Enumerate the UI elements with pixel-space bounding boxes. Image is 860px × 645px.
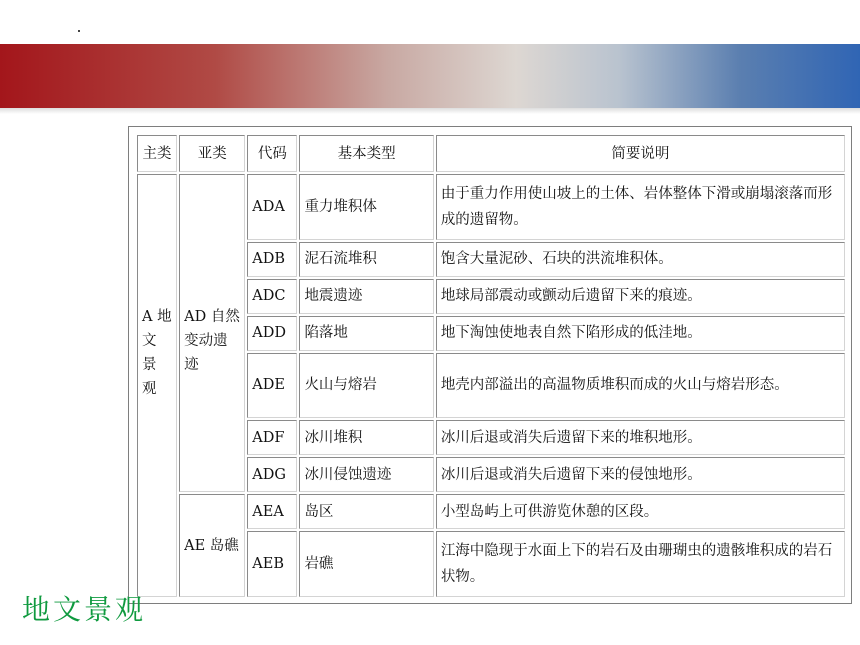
- banner-shadow: [0, 108, 860, 114]
- code-cell: ADA: [247, 174, 297, 240]
- desc-cell: 冰川后退或消失后遗留下来的侵蚀地形。: [436, 457, 845, 492]
- code-cell: ADG: [247, 457, 297, 492]
- type-cell: 冰川堆积: [299, 420, 433, 455]
- code-cell: AEB: [247, 531, 297, 597]
- code-cell: ADC: [247, 279, 297, 314]
- desc-cell: 地球局部震动或颤动后遗留下来的痕迹。: [436, 279, 845, 314]
- type-cell: 岛区: [299, 494, 433, 529]
- main-category-cell: A 地 文 景 观: [137, 174, 177, 597]
- header-code: 代码: [247, 135, 297, 172]
- desc-cell: 江海中隐现于水面上下的岩石及由珊瑚虫的遗骸堆积成的岩石状物。: [436, 531, 845, 597]
- header-main-category: 主类: [137, 135, 177, 172]
- type-cell: 火山与熔岩: [299, 353, 433, 419]
- classification-table-image: [128, 126, 852, 604]
- desc-cell: 由于重力作用使山坡上的土体、岩体整体下滑或崩塌滚落而形成的遗留物。: [436, 174, 845, 240]
- header-row: [137, 135, 845, 172]
- header-basic-type: 基本类型: [299, 135, 433, 172]
- code-cell: ADD: [247, 316, 297, 351]
- code-cell: ADB: [247, 242, 297, 277]
- desc-cell: 饱含大量泥砂、石块的洪流堆积体。: [436, 242, 845, 277]
- desc-cell: 地下淘蚀使地表自然下陷形成的低洼地。: [436, 316, 845, 351]
- decorative-dot: [78, 30, 80, 32]
- slide-caption: 地文景观: [22, 593, 147, 626]
- type-cell: 地震遗迹: [299, 279, 433, 314]
- type-cell: 泥石流堆积: [299, 242, 433, 277]
- code-cell: ADE: [247, 353, 297, 419]
- header-banner: [0, 44, 860, 108]
- header-description: 简要说明: [436, 135, 845, 172]
- classification-table: [135, 133, 847, 599]
- header-sub-category: 亚类: [179, 135, 245, 172]
- code-cell: ADF: [247, 420, 297, 455]
- type-cell: 陷落地: [299, 316, 433, 351]
- desc-cell: 小型岛屿上可供游览休憩的区段。: [436, 494, 845, 529]
- type-cell: 重力堆积体: [299, 174, 433, 240]
- sub-category-ae: AE 岛礁: [179, 494, 245, 597]
- table-row: [137, 174, 845, 240]
- desc-cell: 冰川后退或消失后遗留下来的堆积地形。: [436, 420, 845, 455]
- sub-category-ad: AD 自然变动遗迹: [179, 174, 245, 492]
- desc-cell: 地壳内部溢出的高温物质堆积而成的火山与熔岩形态。: [436, 353, 845, 419]
- code-cell: AEA: [247, 494, 297, 529]
- type-cell: 冰川侵蚀遗迹: [299, 457, 433, 492]
- table-row: [137, 494, 845, 529]
- type-cell: 岩礁: [299, 531, 433, 597]
